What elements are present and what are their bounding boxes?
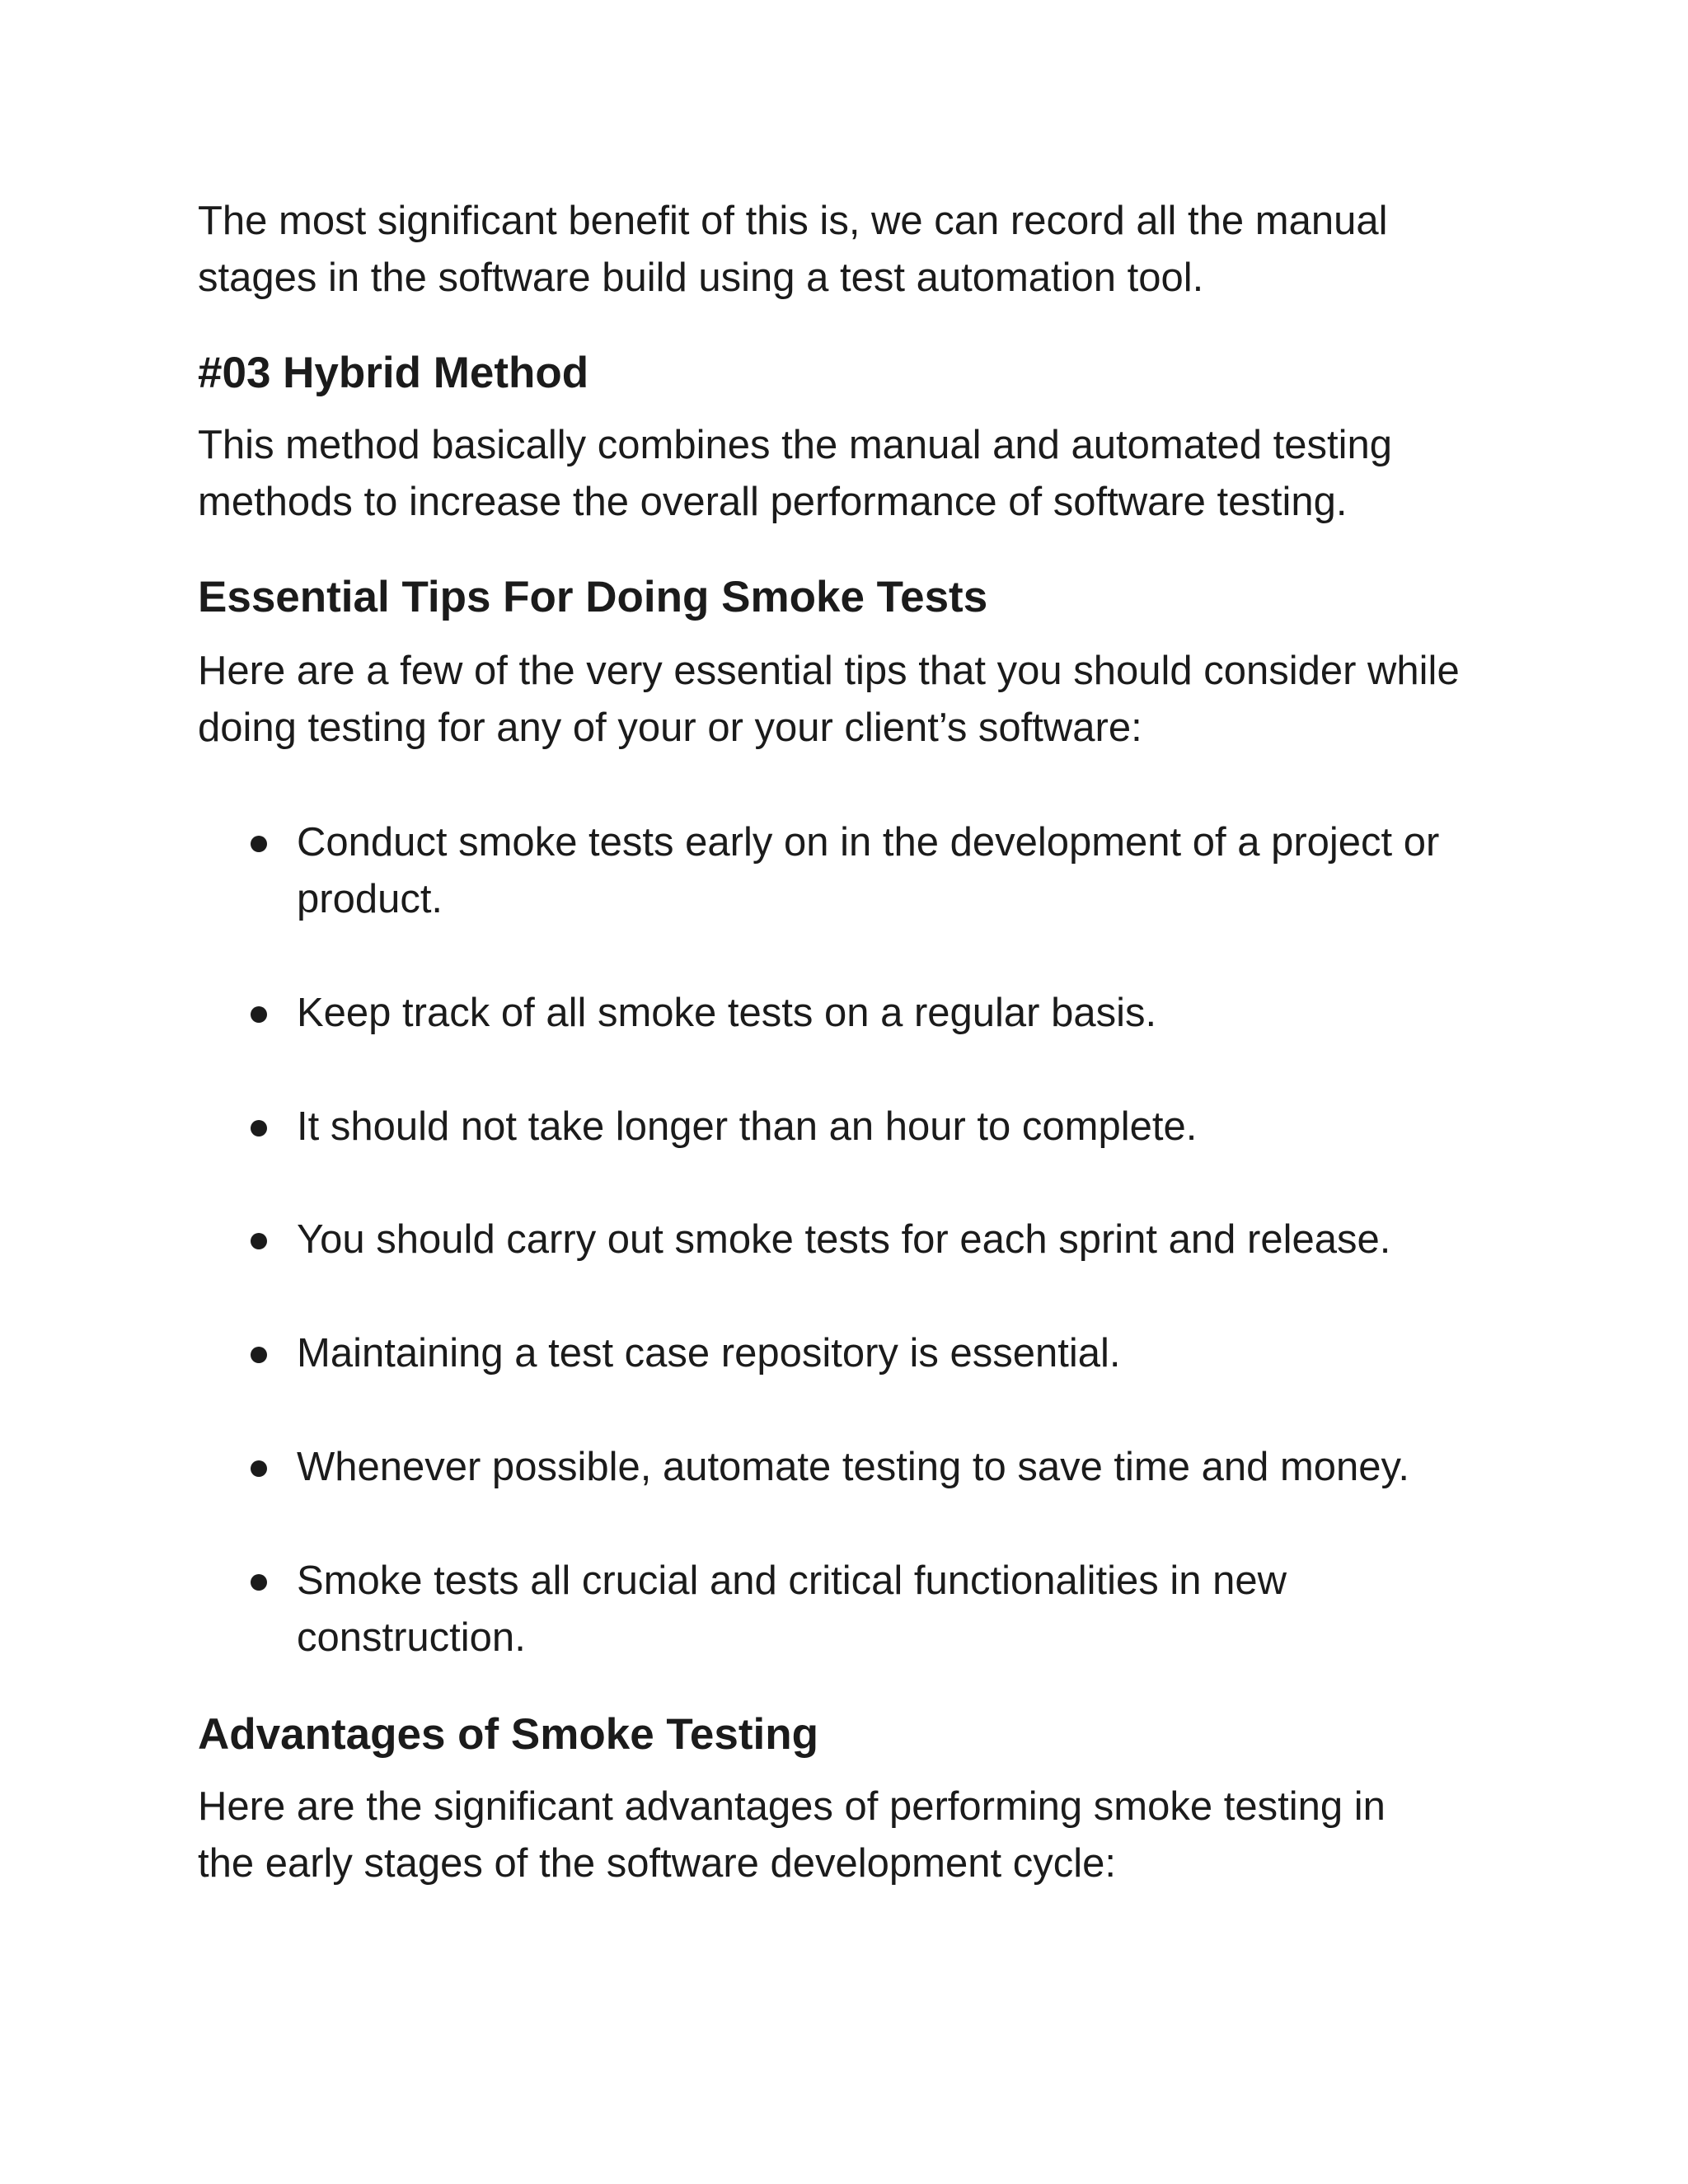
hybrid-paragraph-line-1: This method basically combines the manual and automated testing [198,423,1393,467]
bullet-icon [251,1120,267,1137]
advantages-paragraph-line-2: the early stages of the software development cycle: [198,1841,1116,1886]
bullet-icon [251,1006,267,1023]
list-item-text: It should not take longer than an hour to complete. [297,1104,1198,1149]
intro-paragraph-line-1: The most significant benefit of this is, we can record all the manual [198,199,1388,243]
list-item-text: product. [297,877,443,921]
intro-paragraph [198,193,1388,307]
bullet-icon [251,1347,267,1363]
bullet-icon [251,1233,267,1249]
tips-intro-paragraph [198,643,1460,757]
bullet-icon [251,1460,267,1477]
list-item-text: You should carry out smoke tests for each sprint and release. [297,1217,1391,1262]
list-item-text: Conduct smoke tests early on in the development of a project or [297,820,1440,865]
tips-paragraph-line-1: Here are a few of the very essential tips that you should consider while [198,649,1460,693]
bullet-icon [251,1574,267,1591]
hybrid-method-paragraph [198,417,1392,531]
list-item-text: Smoke tests all crucial and critical functionalities in new [297,1558,1287,1603]
bullet-icon [251,836,267,852]
list-item-text: Whenever possible, automate testing to save time and money. [297,1445,1410,1489]
list-item-text: Maintaining a test case repository is essential. [297,1331,1121,1376]
intro-paragraph-line-2: stages in the software build using a test automation tool. [198,255,1204,300]
hybrid-method-heading: #03 Hybrid Method [198,349,589,397]
list-item-text: construction. [297,1615,526,1660]
advantages-heading: Advantages of Smoke Testing [198,1710,818,1759]
tips-heading: Essential Tips For Doing Smoke Tests [198,573,988,621]
tips-paragraph-line-2: doing testing for any of your or your client’s software: [198,705,1142,750]
advantages-paragraph-line-1: Here are the significant advantages of performing smoke testing in [198,1784,1386,1829]
hybrid-paragraph-line-2: methods to increase the overall performance of software testing. [198,480,1348,524]
advantages-paragraph [198,1779,1386,1892]
list-item-text: Keep track of all smoke tests on a regular basis. [297,991,1157,1035]
